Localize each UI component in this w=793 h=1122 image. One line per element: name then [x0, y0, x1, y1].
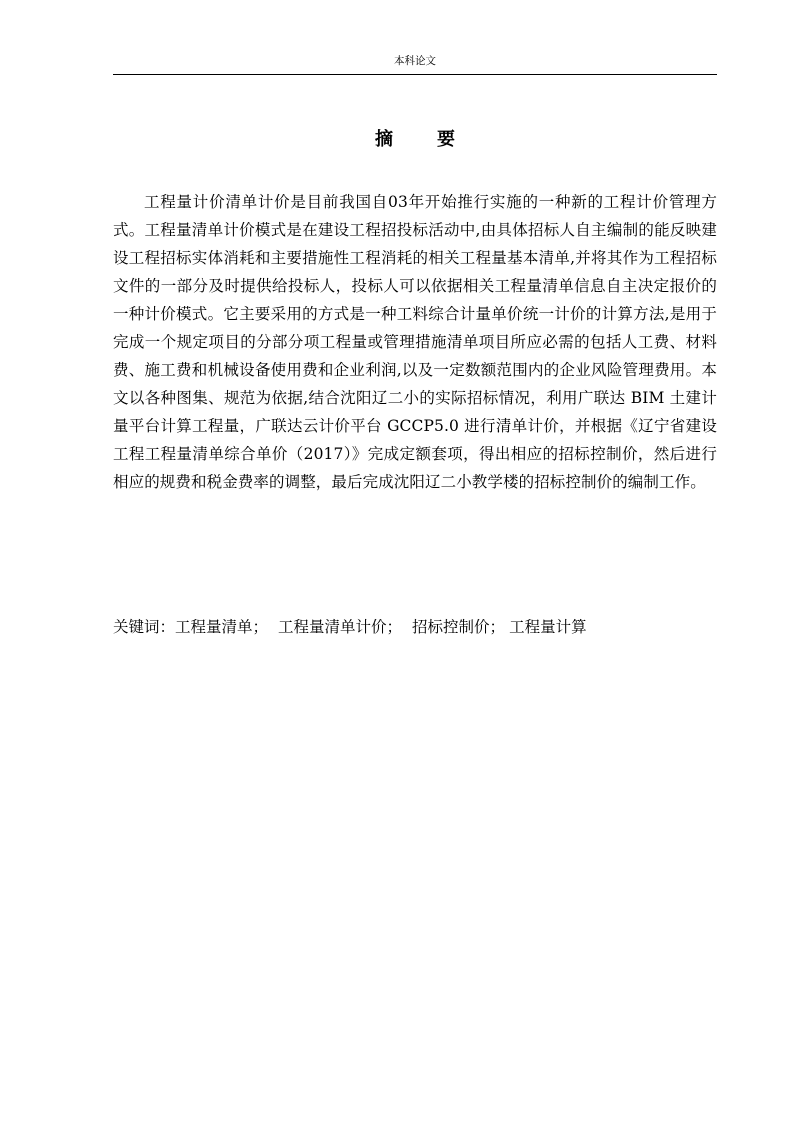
keyword-item: 工程量清单；	[175, 618, 269, 636]
abstract-body-paragraph: 工程量计价清单计价是目前我国自03年开始推行实施的一种新的工程计价管理方式。工程量清单计价模式是在建设工程招投标活动中,由具体招标人自主编制的能反映建设工程招标实体消耗和主要措施性工程消耗的相关工程量基本清单,并将其作为工程招标文件的一部分及时提供给投标人，投标人可以依据相关工程量清单信息自主决定报价的一种计价模式。它主要采用的方式是一种工料综合计量单价统一计价的计算方法,是用于完成一个规定项目的分部分项工程量或管理措施清单项目所应必需的包括人工费、材料费、施工费和机械设备使用费和企业利润,以及一定数额范围内的企业风险管理费用。本文以各种图集、规范为依据,结合沈阳辽二小的实际招标情况，利用广联达 BIM 土建计量平台计算工程量，广联达云计价平台 GCCP5.0 进行清单计价，并根据《辽宁省建设工程工程量清单综合单价（2017）》完成定额套项，得出相应的招标控制价，然后进行相应的规费和税金费率的调整，最后完成沈阳辽二小教学楼的招标控制价的编制工作。	[113, 193, 717, 491]
keyword-item: 工程量计算	[509, 618, 587, 636]
running-header-text: 本科论文	[394, 55, 436, 67]
keywords-label: 关键词：	[113, 618, 176, 636]
keywords-line	[113, 615, 717, 639]
keyword-item: 招标控制价；	[412, 618, 506, 636]
abstract-title-char-2: 要	[437, 129, 455, 150]
abstract-title	[113, 126, 717, 154]
abstract-title-char-1: 摘	[375, 129, 393, 150]
page-header	[113, 54, 717, 75]
keyword-item: 工程量清单计价；	[278, 618, 403, 636]
